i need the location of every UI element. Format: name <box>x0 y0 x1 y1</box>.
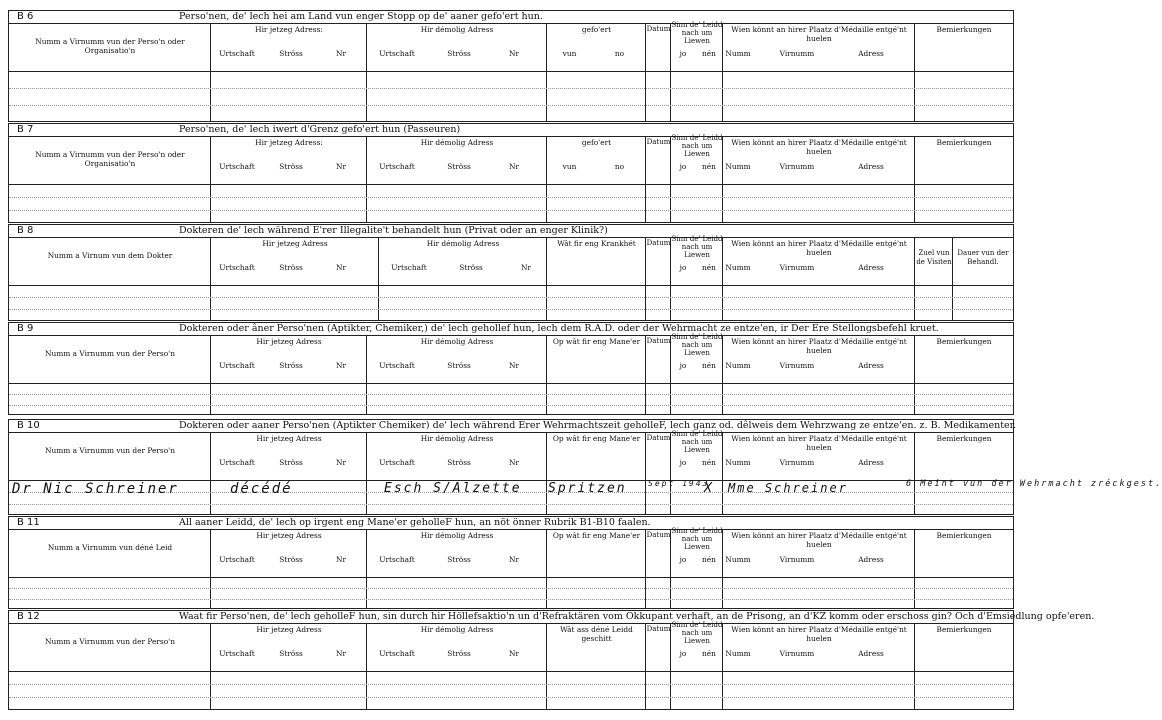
body-cell <box>9 285 211 320</box>
sub-urtschaft-label: Urtschaft <box>219 458 255 467</box>
body-area <box>9 184 1013 222</box>
body-cell <box>953 285 1013 320</box>
col-medal-label: Wien könnt an hirer Plaatz d'Médaille entgé'nt huelen <box>731 337 907 355</box>
col-gefoert-label: gefo'ert <box>581 25 612 34</box>
sub-stross-label: Ströss <box>279 649 303 658</box>
col-demolig-adress-label: Hir démolig Adress <box>420 434 494 443</box>
sub-vun-label: vun <box>562 49 577 58</box>
body-cell <box>9 383 211 414</box>
col-medal-label: Wien könnt an hirer Plaatz d'Médaille entgé'nt huelen <box>731 531 907 549</box>
section-title: Dokteren de' lech während E'rer Illegalite't behandelt hun (Privat oder an enger Klinik?) <box>179 225 608 236</box>
sub-stross-label: Ströss <box>279 458 303 467</box>
col-alive-label: Sinn de' Leidd nach um Liewen <box>671 621 723 645</box>
header-row <box>9 432 1013 481</box>
sub-urtschaft-label: Urtschaft <box>219 263 255 272</box>
sub-adress-label: Adress <box>858 49 884 58</box>
sub-adress-label: Adress <box>858 162 884 171</box>
col-demolig-adress-label: Hir démolig Adress <box>426 239 500 248</box>
sub-stross-label: Ströss <box>447 555 471 564</box>
sub-stross-label: Ströss <box>447 162 471 171</box>
body-area <box>9 383 1013 414</box>
sub-urtschaft-label: Urtschaft <box>219 361 255 370</box>
body-area <box>9 577 1013 608</box>
section-b10 <box>8 419 1017 515</box>
ruled-line <box>9 684 1013 685</box>
body-cell <box>915 71 1013 121</box>
sub-jo-label: jo <box>679 361 687 370</box>
col-remarks-label: Bemierkungen <box>936 434 992 443</box>
col-description-label: Wât ass déné Leidd geschitt <box>560 625 633 643</box>
body-cell <box>723 184 915 222</box>
body-cell <box>723 577 915 608</box>
sub-stross-label: Ströss <box>447 649 471 658</box>
header-cell <box>9 335 211 383</box>
col-description-label: Op wât fir eng Mane'er <box>552 434 641 443</box>
col-datum-label: Datum <box>646 434 671 442</box>
col-description-label: Wât fir eng Krankhét <box>557 239 636 248</box>
sub-nr-label: Nr <box>509 555 519 564</box>
section-code: B 12 <box>17 611 40 622</box>
section-title: Waat fir Perso'nen, de' lech geholleF hun, sin durch hir Höllefsaktio'n un d'Refraktären vom Okkupant verhaft, an de Prisong, an d'KZ komm oder erschoss gin? Och d'Emsiedlung opfe'eren. <box>179 611 1095 622</box>
handwritten-medal-name: Mme Schreiner <box>728 481 848 495</box>
body-cell <box>646 671 671 709</box>
handwritten-method: Spritzen <box>548 481 627 496</box>
sub-virnumm-label: Virnumm <box>779 361 815 370</box>
header-row <box>9 623 1013 672</box>
sub-nen-label: nén <box>702 458 716 467</box>
body-cell <box>547 184 646 222</box>
sub-nen-label: nén <box>702 361 716 370</box>
body-cell <box>646 71 671 121</box>
sub-numm-label: Numm <box>725 649 751 658</box>
col-alive-label: Sinn de' Leidd nach um Liewen <box>671 527 723 551</box>
col-name-label: Numm a Virnumm vun der Perso'n <box>45 637 175 646</box>
col-remarks-label: Bemierkungen <box>936 25 992 34</box>
section-code: B 7 <box>17 124 34 135</box>
section-b12 <box>8 610 1095 710</box>
body-cell <box>367 184 547 222</box>
sub-nr-label: Nr <box>509 49 519 58</box>
sub-virnumm-label: Virnumm <box>779 649 815 658</box>
body-cell <box>9 184 211 222</box>
sub-stross-label: Ströss <box>447 49 471 58</box>
col-name-label: Numm a Virnumm vun der Perso'n <box>45 446 175 455</box>
col-name-label: Numm a Virnumm vun déné Leid <box>47 543 173 552</box>
col-remarks-label: Bemierkungen <box>936 625 992 634</box>
col-remarks-label: Bemierkungen <box>936 337 992 346</box>
sub-adress-label: Adress <box>858 555 884 564</box>
col-jetzeg-adress-label: Hir jetzeg Adress <box>256 625 322 634</box>
ruled-line <box>9 210 1013 211</box>
sub-urtschaft-label: Urtschaft <box>379 162 415 171</box>
col-name-label: Numm a Virnumm vun der Perso'n oder Organisatio'n <box>35 150 185 168</box>
sub-nr-label: Nr <box>509 458 519 467</box>
sub-nr-label: Nr <box>336 263 346 272</box>
col-description-label: Op wât fir eng Mane'er <box>552 337 641 346</box>
body-cell <box>367 383 547 414</box>
sub-urtschaft-label: Urtschaft <box>379 649 415 658</box>
body-cell <box>671 184 723 222</box>
body-cell <box>367 577 547 608</box>
sub-urtschaft-label: Urtschaft <box>379 49 415 58</box>
col-alive-label: Sinn de' Leidd nach um Liewen <box>671 134 723 158</box>
col-datum-label: Datum <box>646 531 671 539</box>
header-row <box>9 136 1013 185</box>
sub-stross-label: Ströss <box>279 361 303 370</box>
header-row <box>9 23 1013 72</box>
sub-stross-label: Ströss <box>447 361 471 370</box>
sub-adress-label: Adress <box>858 458 884 467</box>
col-datum-label: Datum <box>646 625 671 633</box>
header-cell <box>9 529 211 577</box>
sub-numm-label: Numm <box>725 555 751 564</box>
body-cell <box>915 383 1013 414</box>
sub-virnumm-label: Virnumm <box>779 162 815 171</box>
col-remarks-label: Bemierkungen <box>936 138 992 147</box>
col-datum-label: Datum <box>646 138 671 146</box>
sub-urtschaft-label: Urtschaft <box>391 263 427 272</box>
sub-nr-label: Nr <box>509 162 519 171</box>
section-b7 <box>8 123 1014 223</box>
ruled-line <box>9 697 1013 698</box>
section-b9 <box>8 322 1014 415</box>
handwritten-neen-mark: X <box>704 481 714 496</box>
ruled-line <box>9 599 1013 600</box>
ruled-line <box>9 504 1013 505</box>
col-jetzeg-adress-label: Hir jetzeg Adress: <box>255 138 323 147</box>
body-cell <box>915 184 1013 222</box>
col-medal-label: Wien könnt an hirer Plaatz d'Médaille entgé'nt huelen <box>731 25 907 43</box>
sub-numm-label: Numm <box>725 49 751 58</box>
col-jetzeg-adress-label: Hir jetzeg Adress <box>256 337 322 346</box>
sub-virnumm-label: Virnumm <box>779 555 815 564</box>
col-description-label: Op wât fir eng Mane'er <box>552 531 641 540</box>
body-cell <box>9 71 211 121</box>
col-alive-label: Sinn de' Leidd nach um Liewen <box>671 333 723 357</box>
sub-nen-label: nén <box>702 162 716 171</box>
section-b6 <box>8 10 1014 122</box>
handwritten-former-address: Esch S/Alzette <box>384 481 522 496</box>
col-datum-label: Datum <box>646 25 671 33</box>
body-cell <box>723 383 915 414</box>
header-row <box>9 335 1013 384</box>
col-medal-label: Wien könnt an hirer Plaatz d'Médaille entgé'nt huelen <box>731 138 907 156</box>
sub-stross-label: Ströss <box>279 49 303 58</box>
body-cell <box>915 285 953 320</box>
body-cell <box>211 671 367 709</box>
col-name-label: Numm a Virnumm vun der Perso'n oder Organisatio'n <box>35 37 185 55</box>
col-jetzeg-adress-label: Hir jetzeg Adress <box>256 531 322 540</box>
header-row <box>9 529 1013 578</box>
sub-nr-label: Nr <box>336 162 346 171</box>
col-demolig-adress-label: Hir démolig Adress <box>420 25 494 34</box>
sub-virnumm-label: Virnumm <box>779 458 815 467</box>
ruled-line <box>9 309 1013 310</box>
ruled-line <box>9 88 1013 89</box>
sub-nr-label: Nr <box>336 458 346 467</box>
section-code: B 11 <box>17 517 40 528</box>
body-cell <box>646 577 671 608</box>
sub-adress-label: Adress <box>858 361 884 370</box>
sub-jo-label: jo <box>679 458 687 467</box>
sub-virnumm-label: Virnumm <box>779 49 815 58</box>
col-remarks-label: Bemierkungen <box>936 531 992 540</box>
section-title: All aaner Leidd, de' lech op irgent eng Mane'er geholleF hun, an nöt önner Rubrik B1-B10 faalen. <box>179 517 651 528</box>
col-jetzeg-adress-label: Hir jetzeg Adress: <box>255 25 323 34</box>
sub-jo-label: jo <box>679 49 687 58</box>
sub-nr-label: Nr <box>521 263 531 272</box>
body-cell <box>211 285 379 320</box>
body-cell <box>671 71 723 121</box>
col-alive-label: Sinn de' Leidd nach um Liewen <box>671 235 723 259</box>
sub-stross-label: Ströss <box>447 458 471 467</box>
col-name-label: Numm a Virnum vun dem Dokter <box>47 251 173 260</box>
ruled-line <box>9 405 1013 406</box>
body-cell <box>367 671 547 709</box>
sub-stross-label: Ströss <box>459 263 483 272</box>
body-cell <box>379 285 547 320</box>
body-cell <box>547 671 646 709</box>
sub-urtschaft-label: Urtschaft <box>379 555 415 564</box>
sub-no-label: no <box>614 49 625 58</box>
body-cell <box>547 71 646 121</box>
body-cell <box>915 671 1013 709</box>
sub-nen-label: nén <box>702 49 716 58</box>
body-cell <box>211 577 367 608</box>
header-row <box>9 237 1013 286</box>
handwritten-date: Sept 1943 <box>648 479 710 488</box>
body-cell <box>671 383 723 414</box>
handwritten-remark: 6 Meint vun der Wehrmacht zréckgest. <box>906 479 1162 489</box>
body-cell <box>723 71 915 121</box>
body-cell <box>723 285 915 320</box>
section-b8 <box>8 224 1014 321</box>
col-gefoert-label: gefo'ert <box>581 138 612 147</box>
sub-adress-label: Adress <box>858 649 884 658</box>
body-cell <box>547 383 646 414</box>
section-title: Dokteren oder aaner Perso'nen (Aptikter Chemiker) de' lech während Erer Wehrmachtszeit geholleF, lech ganz od. dêlweis dem Wehrzwang ze entze'en. z. B. Medikamenter. <box>179 420 1017 431</box>
sub-stross-label: Ströss <box>279 162 303 171</box>
body-area <box>9 71 1013 121</box>
header-cell <box>9 237 211 285</box>
section-title: Perso'nen, de' lech hei am Land vun enger Stopp op de' aaner gefo'ert hun. <box>179 11 543 22</box>
sub-numm-label: Numm <box>725 458 751 467</box>
col-datum-label: Datum <box>646 337 671 345</box>
body-cell <box>211 184 367 222</box>
body-cell <box>547 577 646 608</box>
body-cell <box>671 671 723 709</box>
ruled-line <box>9 105 1013 106</box>
body-cell <box>9 577 211 608</box>
sub-nr-label: Nr <box>336 361 346 370</box>
col-visits-label: Zuel vun de Visiten <box>916 249 952 266</box>
sub-jo-label: jo <box>679 263 687 272</box>
col-duration-label: Dauer vun der Behandl. <box>957 249 1009 266</box>
ruled-line <box>9 297 1013 298</box>
section-code: B 10 <box>17 420 40 431</box>
sub-nen-label: nén <box>702 555 716 564</box>
section-code: B 6 <box>17 11 34 22</box>
sub-nr-label: Nr <box>509 649 519 658</box>
body-cell <box>646 383 671 414</box>
body-cell <box>723 671 915 709</box>
sub-urtschaft-label: Urtschaft <box>219 49 255 58</box>
ruled-line <box>9 394 1013 395</box>
sub-jo-label: jo <box>679 649 687 658</box>
col-medal-label: Wien könnt an hirer Plaatz d'Médaille entgé'nt huelen <box>731 239 907 257</box>
section-b11 <box>8 516 1014 609</box>
col-datum-label: Datum <box>646 239 671 247</box>
sub-vun-label: vun <box>562 162 577 171</box>
sub-urtschaft-label: Urtschaft <box>379 361 415 370</box>
section-code: B 8 <box>17 225 34 236</box>
sub-no-label: no <box>614 162 625 171</box>
body-cell <box>646 285 671 320</box>
sub-jo-label: jo <box>679 555 687 564</box>
sub-nen-label: nén <box>702 649 716 658</box>
sub-nr-label: Nr <box>336 649 346 658</box>
col-medal-label: Wien könnt an hirer Plaatz d'Médaille entgé'nt huelen <box>731 434 907 452</box>
body-cell <box>211 383 367 414</box>
body-cell <box>367 71 547 121</box>
sub-nen-label: nén <box>702 263 716 272</box>
sub-jo-label: jo <box>679 162 687 171</box>
col-demolig-adress-label: Hir démolig Adress <box>420 625 494 634</box>
sub-nr-label: Nr <box>336 555 346 564</box>
col-alive-label: Sinn de' Leidd nach um Liewen <box>671 21 723 45</box>
body-cell <box>211 71 367 121</box>
col-demolig-adress-label: Hir démolig Adress <box>420 531 494 540</box>
col-demolig-adress-label: Hir démolig Adress <box>420 138 494 147</box>
body-cell <box>646 184 671 222</box>
section-title: Dokteren oder âner Perso'nen (Aptikter, Chemiker,) de' lech gehollef hun, lech dem R.A.D. oder der Wehrmacht ze entze'en, ir Der Ere Stellongsbefehl kruet. <box>179 323 939 334</box>
sub-nr-label: Nr <box>509 361 519 370</box>
body-cell <box>671 285 723 320</box>
col-jetzeg-adress-label: Hir jetzeg Adress <box>256 434 322 443</box>
sub-stross-label: Ströss <box>279 263 303 272</box>
sub-urtschaft-label: Urtschaft <box>219 555 255 564</box>
header-cell <box>9 623 211 671</box>
body-cell <box>547 285 646 320</box>
body-cell <box>9 671 211 709</box>
body-area <box>9 285 1013 320</box>
sub-urtschaft-label: Urtschaft <box>219 649 255 658</box>
handwritten-name: Dr Nic Schreiner <box>12 481 179 497</box>
sub-urtschaft-label: Urtschaft <box>379 458 415 467</box>
col-name-label: Numm a Virnumm vun der Perso'n <box>45 349 175 358</box>
ruled-line <box>9 197 1013 198</box>
sub-numm-label: Numm <box>725 162 751 171</box>
body-area <box>9 671 1013 709</box>
body-cell <box>915 577 1013 608</box>
col-demolig-adress-label: Hir démolig Adress <box>420 337 494 346</box>
sub-stross-label: Ströss <box>279 555 303 564</box>
col-jetzeg-adress-label: Hir jetzeg Adress <box>262 239 328 248</box>
sub-numm-label: Numm <box>725 263 751 272</box>
body-cell <box>671 577 723 608</box>
handwritten-current-address: décédé <box>230 481 293 497</box>
sub-numm-label: Numm <box>725 361 751 370</box>
ruled-line <box>9 588 1013 589</box>
col-alive-label: Sinn de' Leidd nach um Liewen <box>671 430 723 454</box>
section-code: B 9 <box>17 323 34 334</box>
sub-urtschaft-label: Urtschaft <box>219 162 255 171</box>
section-title: Perso'nen, de' lech iwert d'Grenz gefo'ert hun (Passeuren) <box>179 124 461 135</box>
col-medal-label: Wien könnt an hirer Plaatz d'Médaille entgé'nt huelen <box>731 625 907 643</box>
sub-virnumm-label: Virnumm <box>779 263 815 272</box>
header-cell <box>9 432 211 480</box>
sub-adress-label: Adress <box>858 263 884 272</box>
sub-nr-label: Nr <box>336 49 346 58</box>
